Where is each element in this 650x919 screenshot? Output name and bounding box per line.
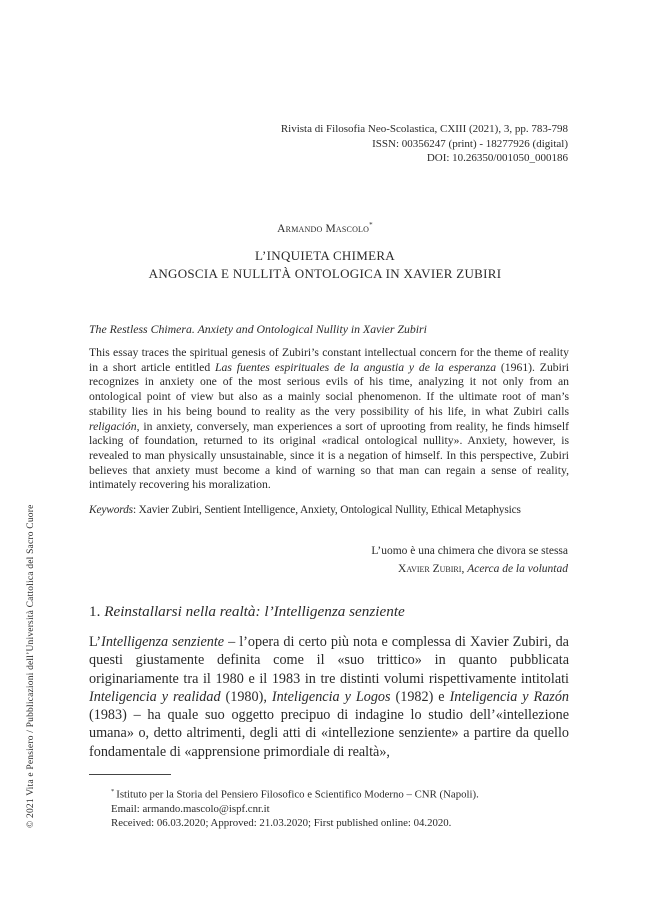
body-paragraph — [89, 633, 569, 761]
doi-line: DOI: 10.26350/001050_000186 — [426, 152, 568, 164]
english-title: The Restless Chimera. Anxiety and Ontological Nullity in Xavier Zubiri — [89, 322, 427, 336]
epigraph-work: Acerca de la voluntad — [467, 563, 568, 575]
epigraph-quote: L’uomo è una chimera che divora se stessa — [371, 545, 568, 557]
body-text-3: (1980), — [220, 688, 272, 705]
body-italic-4: Inteligencia y Razón — [449, 688, 570, 705]
abstract-text-1: This essay traces the spiritual genesis of Zubiri’s constant intellectual concern for the theme of reality in a short article entitled — [89, 346, 569, 374]
keywords — [89, 504, 569, 516]
body-text-5: (1983) – ha quale suo oggetto precipuo di indagine lo studio dell’«intellezione umana» o, detto altrimenti, degli atti di «intellezione senziente» a partire da quello fondamentale di «apprensione primordiale di realtà», — [89, 707, 569, 760]
footnote — [111, 785, 571, 830]
abstract-italic-title: Las fuentes espirituales de la angustia y de la esperanza — [215, 360, 497, 374]
author-line — [0, 221, 650, 235]
author-footnote-mark: * — [369, 221, 373, 229]
section-title: Reinstallarsi nella realtà: l’Intelligenza senziente — [104, 603, 405, 620]
section-number: 1. — [89, 603, 105, 620]
epigraph-attribution — [398, 563, 568, 575]
journal-header — [208, 122, 568, 166]
body-text-1: L’ — [89, 634, 102, 650]
issn-line: ISSN: 00356247 (print) - 18277926 (digital) — [372, 137, 568, 150]
body-text-2: – l’opera di certo più nota e complessa di Xavier Zubiri, da questi giustamente definita come il «suo trittico» in quanto pubblicata originariamente tra il 1980 e il 1983 in tre distinti volumi rispettivamente intitolati — [89, 634, 569, 687]
body-text-4: (1982) e — [390, 688, 450, 705]
footnote-email: Email: armando.mascolo@ispf.cnr.it — [111, 802, 270, 815]
footnote-affiliation: Istituto per la Storia del Pensiero Filosofico e Scientifico Moderno – CNR (Napoli). — [116, 788, 479, 801]
keywords-list: : Xavier Zubiri, Sentient Intelligence, Anxiety, Ontological Nullity, Ethical Metaphysics — [132, 504, 521, 516]
abstract — [89, 346, 569, 493]
body-italic-3: Inteligencia y Logos — [271, 688, 391, 705]
body-italic-1: Intelligenza senziente — [101, 634, 225, 650]
abstract-text-2: (1961). Zubiri recognizes in anxiety one of the most serious evils of his time, analyzing it not only from an ontological point of view but also as a mainly social phenomenon. If the ultimate root of man’s stability lies in his being bound to reality as the very possibility of his life, in what Zubiri calls — [89, 360, 570, 418]
side-copyright: © 2021 Vita e Pensiero / Pubblicazioni dell’Università Cattolica del Sacro Cuore — [26, 504, 36, 828]
footnote-divider — [89, 774, 171, 775]
footnote-mark: * — [111, 788, 115, 795]
section-heading — [89, 603, 405, 621]
body-italic-2: Inteligencia y realidad — [89, 688, 221, 705]
article-title: L’INQUIETA CHIMERA — [254, 248, 395, 263]
epigraph-author: Xavier Zubiri — [398, 563, 462, 575]
keywords-label: Keywords — [89, 504, 133, 516]
abstract-italic-term: religación — [89, 419, 137, 433]
author-name: Armando Mascolo — [277, 222, 370, 235]
journal-citation: Rivista di Filosofia Neo-Scolastica, CXIII (2021), 3, pp. 783-798 — [280, 123, 568, 135]
footnote-dates: Received: 06.03.2020; Approved: 21.03.2020; First published online: 04.2020. — [111, 816, 452, 829]
epigraph-separator: , — [461, 563, 468, 575]
abstract-text-3: , in anxiety, conversely, man experiences a sort of uprooting from reality, he finds himself lacking of foundation, returned to its original «radical ontological nullity». Anxiety, however, is revealed to man physically unsustainable, since it is a negation of himself. In this perspective, Zubiri believes that anxiety must become a kind of warning so that man can regain a sense of reality, intimately recovering his moralization. — [89, 419, 569, 492]
footnote-affiliation-line — [111, 785, 571, 802]
article-subtitle: ANGOSCIA E NULLITÀ ONTOLOGICA IN XAVIER ZUBIRI — [148, 266, 502, 281]
